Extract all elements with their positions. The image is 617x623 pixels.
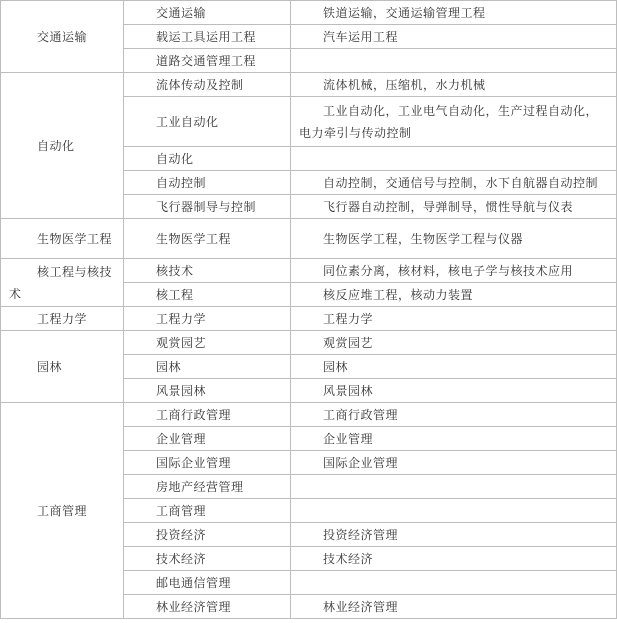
category-cell: 工程力学 (1, 307, 124, 331)
major-cell: 飞行器制导与控制 (124, 195, 291, 219)
related-cell (291, 475, 617, 499)
related-cell (291, 49, 617, 73)
major-cell: 载运工具运用工程 (124, 25, 291, 49)
related-cell: 核反应堆工程，核动力装置 (291, 283, 617, 307)
major-cell: 工商管理 (124, 499, 291, 523)
related-cell (291, 571, 617, 595)
major-cell: 企业管理 (124, 427, 291, 451)
related-cell: 园林 (291, 355, 617, 379)
major-cell: 园林 (124, 355, 291, 379)
category-cell: 园林 (1, 331, 124, 403)
major-cell: 国际企业管理 (124, 451, 291, 475)
major-cell: 核工程 (124, 283, 291, 307)
category-cell (1, 259, 124, 307)
major-cell: 交通运输 (124, 1, 291, 25)
table-row (1, 259, 617, 283)
table-row (1, 403, 617, 427)
table-row (1, 1, 617, 25)
related-cell: 企业管理 (291, 427, 617, 451)
major-cell: 观赏园艺 (124, 331, 291, 355)
related-cell: 生物医学工程，生物医学工程与仪器 (291, 219, 617, 259)
category-cell: 交通运输 (1, 1, 124, 73)
related-cell: 技术经济 (291, 547, 617, 571)
related-cell: 投资经济管理 (291, 523, 617, 547)
category-cell: 工商管理 (1, 403, 124, 619)
category-cell: 自动化 (1, 73, 124, 219)
related-cell: 自动控制，交通信号与控制，水下自航器自动控制 (291, 171, 617, 195)
related-cell: 飞行器自动控制，导弹制导，惯性导航与仪表 (291, 195, 617, 219)
major-cell: 邮电通信管理 (124, 571, 291, 595)
major-cell: 自动化 (124, 147, 291, 171)
related-cell: 风景园林 (291, 379, 617, 403)
related-cell: 林业经济管理 (291, 595, 617, 619)
major-cell: 工业自动化 (124, 97, 291, 147)
related-cell: 铁道运输，交通运输管理工程 (291, 1, 617, 25)
major-cell: 林业经济管理 (124, 595, 291, 619)
table-row (1, 331, 617, 355)
related-cell (291, 147, 617, 171)
category-cell: 生物医学工程 (1, 219, 124, 259)
major-cell: 生物医学工程 (124, 219, 291, 259)
major-cell: 工商行政管理 (124, 403, 291, 427)
major-cell: 道路交通管理工程 (124, 49, 291, 73)
related-cell: 流体机械，压缩机，水力机械 (291, 73, 617, 97)
related-cell: 观赏园艺 (291, 331, 617, 355)
major-cell: 投资经济 (124, 523, 291, 547)
related-cell: 汽车运用工程 (291, 25, 617, 49)
major-cell: 核技术 (124, 259, 291, 283)
related-cell (291, 499, 617, 523)
related-cell: 国际企业管理 (291, 451, 617, 475)
table-row (1, 307, 617, 331)
major-cell: 自动控制 (124, 171, 291, 195)
related-cell (291, 97, 617, 147)
major-cell: 技术经济 (124, 547, 291, 571)
table-row (1, 219, 617, 259)
major-cell: 房地产经营管理 (124, 475, 291, 499)
related-cell: 同位素分离，核材料，核电子学与核技术应用 (291, 259, 617, 283)
major-cell: 流体传动及控制 (124, 73, 291, 97)
related-line-1: 工业自动化，工业电气自动化，生产过程自动化， (323, 103, 599, 118)
major-cell: 工程力学 (124, 307, 291, 331)
category-line-2: 术 (9, 286, 22, 301)
table-row (1, 73, 617, 97)
major-cell: 风景园林 (124, 379, 291, 403)
related-cell: 工商行政管理 (291, 403, 617, 427)
related-line-2: 电力牵引与传动控制 (299, 125, 412, 140)
category-line-1: 核工程与核技 (37, 264, 113, 279)
related-cell: 工程力学 (291, 307, 617, 331)
